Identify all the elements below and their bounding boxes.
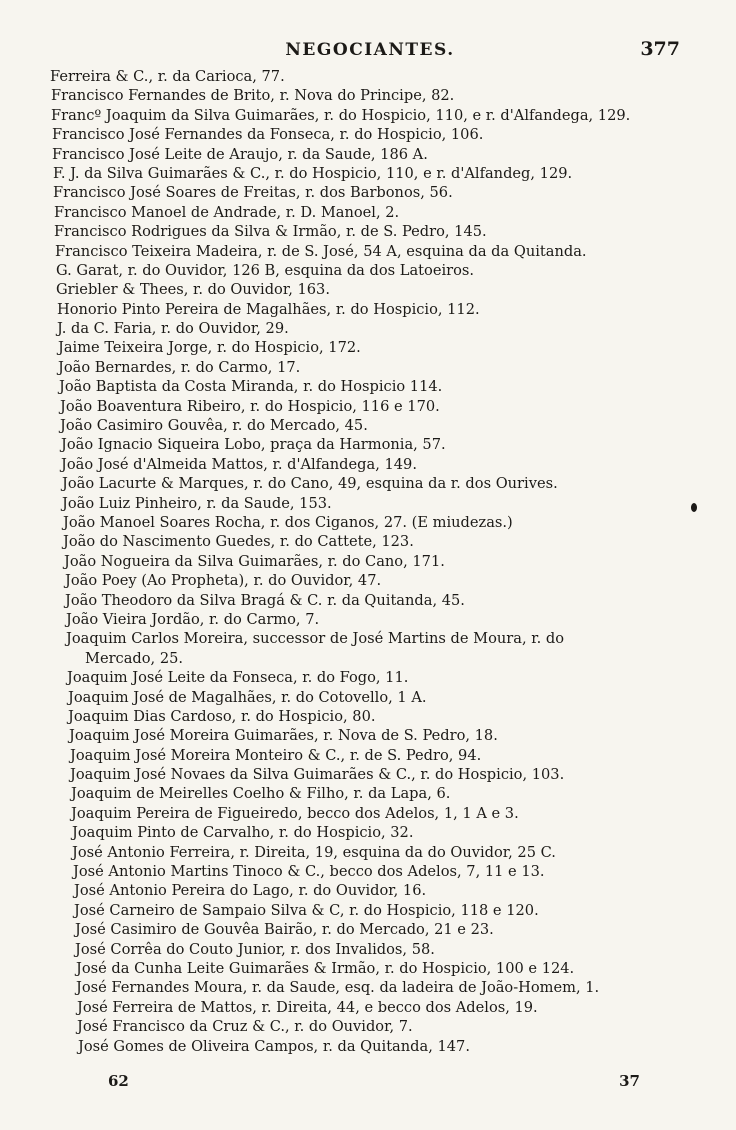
entry-line: Francº Joaquim da Silva Guimarães, r. do Hospicio, 110, e r. d'Alfandega, 129. [51,106,631,124]
entry-line: José Casimiro de Gouvêa Bairão, r. do Mercado, 21 e 23. [75,921,494,939]
entry-line: Francisco Manoel de Andrade, r. D. Manoel, 2. [54,203,400,221]
entry-line: José Francisco da Cruz & C., r. do Ouvidor, 7. [77,1018,413,1036]
entry-line: João do Nascimento Guedes, r. do Cattete, 123. [63,533,414,551]
entry-line: G. Garat, r. do Ouvidor, 126 B, esquina da dos Latoeiros. [56,261,475,279]
entry-line: João Theodoro da Silva Bragá & C. r. da Quitanda, 45. [65,591,465,609]
entry-line: João Boaventura Ribeiro, r. do Hospicio, 116 e 170. [60,397,440,415]
entry-line: Francisco José Leite de Araujo, r. da Saude, 186 A. [52,145,428,163]
entry-line: Griebler & Thees, r. do Ouvidor, 163. [56,281,330,299]
entry-line: Joaquim Dias Cardoso, r. do Hospicio, 80. [68,707,376,725]
entry-line: Jaime Teixeira Jorge, r. do Hospicio, 172. [58,339,361,357]
page-number: 377 [640,38,680,60]
entry-line: José Ferreira de Mattos, r. Direita, 44, e becco dos Adelos, 19. [77,998,538,1016]
entry-line: Mercado, 25. [85,649,184,667]
merchant-list [0,67,736,1056]
entry-line: José Antonio Pereira do Lago, r. do Ouvidor, 16. [74,882,427,900]
entry-line: João Casimiro Gouvêa, r. do Mercado, 45. [60,417,368,435]
entry-line: F. J. da Silva Guimarães & C., r. do Hospicio, 110, e r. d'Alfandeg, 129. [53,164,573,182]
entry-line: José Antonio Martins Tinoco & C., becco dos Adelos, 7, 11 e 13. [73,863,545,881]
running-head: NEGOCIANTES. [285,40,455,60]
entry-line: Joaquim de Meirelles Coelho & Filho, r. da Lapa, 6. [71,785,451,803]
entry-line: José Antonio Ferreira, r. Direita, 19, esquina da do Ouvidor, 25 C. [72,843,556,861]
entry-line: José da Cunha Leite Guimarães & Irmão, r. do Hospicio, 100 e 124. [76,959,575,977]
entry-line: João Ignacio Siqueira Lobo, praça da Harmonia, 57. [61,436,446,454]
entry-line: Francisco Rodrigues da Silva & Irmão, r. de S. Pedro, 145. [54,223,487,241]
entry-line: Joaquim José de Magalhães, r. do Cotovello, 1 A. [68,688,427,706]
ink-speck-decoration [691,503,697,512]
entry-line: João Baptista da Costa Miranda, r. do Hospicio 114. [59,378,443,396]
entry-line: João Vieira Jordão, r. do Carmo, 7. [66,610,320,628]
entry-line: Francisco Teixeira Madeira, r. de S. José, 54 A, esquina da da Quitanda. [55,242,587,260]
entry-line: João Poey (Ao Propheta), r. do Ouvidor, 47. [65,572,382,590]
quire-mark: 37 [619,1072,640,1090]
page-footer [0,1072,736,1096]
entry-line: João Nogueira da Silva Guimarães, r. do Cano, 171. [64,552,445,570]
entry-line: João Manoel Soares Rocha, r. dos Ciganos, 27. (E miudezas.) [63,513,513,531]
entry-line: Francisco José Fernandes da Fonseca, r. do Hospicio, 106. [52,126,484,144]
entry-line: José Corrêa do Couto Junior, r. dos Invalidos, 58. [75,940,435,958]
entry-line: Joaquim José Moreira Monteiro & C., r. de S. Pedro, 94. [70,746,482,764]
entry-line: J. da C. Faria, r. do Ouvidor, 29. [57,320,289,338]
entry-line: José Carneiro de Sampaio Silva & C, r. do Hospicio, 118 e 120. [74,901,539,919]
entry-line: João Lacurte & Marques, r. do Cano, 49, esquina da r. dos Ourives. [62,475,558,493]
entry-line: João Luiz Pinheiro, r. da Saude, 153. [62,494,332,512]
entry-line: Francisco Fernandes de Brito, r. Nova do Principe, 82. [51,87,455,105]
entry-line: Francisco José Soares de Freitas, r. dos Barbonos, 56. [53,184,453,202]
entry-line: José Gomes de Oliveira Campos, r. da Quitanda, 147. [78,1037,470,1055]
entry-line: João José d'Almeida Mattos, r. d'Alfandega, 149. [61,455,417,473]
entry-line: Joaquim Pinto de Carvalho, r. do Hospicio, 32. [72,824,414,842]
signature-mark: 62 [108,1072,129,1090]
entry-line: João Bernardes, r. do Carmo, 17. [58,358,301,376]
page-header [0,36,736,66]
entry-line: Ferreira & C., r. da Carioca, 77. [50,68,285,85]
entry-line: Honorio Pinto Pereira de Magalhães, r. do Hospicio, 112. [57,300,480,318]
entry-line: José Fernandes Moura, r. da Saude, esq. da ladeira de João-Homem, 1. [76,979,600,997]
entry-line: Joaquim Carlos Moreira, successor de José Martins de Moura, r. do [66,630,565,648]
entry-line: Joaquim José Moreira Guimarães, r. Nova de S. Pedro, 18. [69,727,498,745]
entry-line: Joaquim José Novaes da Silva Guimarães & C., r. do Hospicio, 103. [70,766,565,784]
entry-line: Joaquim José Leite da Fonseca, r. do Fogo, 11. [67,669,409,687]
entry-line: Joaquim Pereira de Figueiredo, becco dos Adelos, 1, 1 A e 3. [71,804,519,822]
